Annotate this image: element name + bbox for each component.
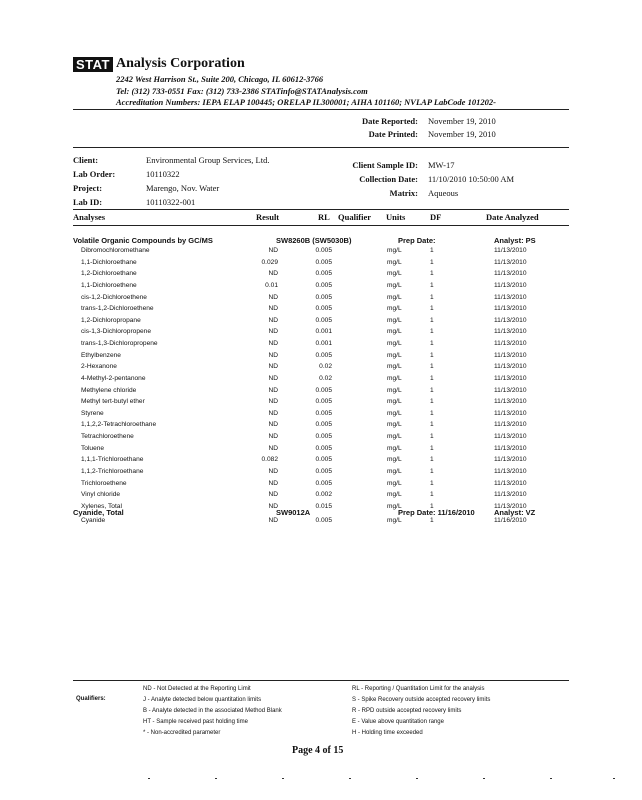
units-cell: mg/L [387, 433, 402, 441]
units-cell: mg/L [387, 398, 402, 406]
date-analyzed-cell: 11/13/2010 [494, 502, 527, 510]
accreditation-numbers: Accreditation Numbers: IEPA ELAP 100445; ORELAP IL300001; AIHA 101160; NVLAP LabCode 101202- [116, 97, 496, 107]
result-cell: ND [268, 517, 278, 524]
table-row [0, 398, 642, 408]
table-row [0, 282, 642, 292]
df-cell: 1 [430, 328, 434, 336]
company-logo: STAT [73, 57, 113, 72]
result-cell: 0.01 [265, 281, 278, 289]
date-analyzed-cell: 11/13/2010 [494, 281, 527, 289]
table-row [0, 387, 642, 397]
result-cell: ND [268, 502, 278, 510]
table-row [0, 328, 642, 338]
lab-id-label: Lab ID: [73, 197, 103, 207]
table-row [0, 259, 642, 269]
units-cell: mg/L [387, 328, 402, 336]
rl-cell: 0.001 [315, 340, 332, 348]
analyte-cell: cis-1,2-Dichloroethene [81, 293, 147, 301]
date-analyzed-cell: 11/13/2010 [494, 409, 527, 417]
df-cell: 1 [430, 398, 434, 406]
header-rule [73, 109, 569, 110]
qualifier-left: HT - Sample received past holding time [143, 719, 248, 725]
client-sample-id-value: MW-17 [428, 160, 455, 170]
result-cell: 0.029 [261, 258, 278, 266]
date-analyzed-cell: 11/13/2010 [494, 363, 527, 371]
company-contact: Tel: (312) 733-0551 Fax: (312) 733-2386 STATinfo@STATAnalysis.com [116, 86, 368, 96]
df-cell: 1 [430, 293, 434, 301]
date-analyzed-cell: 11/13/2010 [494, 433, 527, 441]
df-cell: 1 [430, 374, 434, 382]
analyte-cell: 1,1-Dichloroethane [81, 258, 137, 266]
analyte-cell: Cyanide [81, 517, 106, 524]
voc-prep-date: Prep Date: [398, 236, 436, 245]
df-cell: 1 [430, 479, 434, 487]
date-printed-label: Date Printed: [368, 129, 418, 139]
rl-cell: 0.005 [315, 433, 332, 441]
date-printed-value: November 19, 2010 [428, 129, 496, 139]
analyte-cell: 4-Methyl-2-pentanone [81, 374, 146, 382]
rl-cell: 0.015 [315, 502, 332, 510]
analyte-cell: 1,2-Dichloroethane [81, 270, 137, 278]
col-df: DF [430, 212, 442, 222]
units-cell: mg/L [387, 467, 402, 475]
analyte-cell: cis-1,3-Dichloropropene [81, 328, 152, 336]
cyanide-method: SW9012A [276, 508, 311, 517]
result-cell: ND [268, 305, 278, 313]
units-cell: mg/L [387, 316, 402, 324]
table-row [0, 421, 642, 431]
qualifier-right: S - Spike Recovery outside accepted recovery limits [352, 697, 491, 703]
lab-id-value: 10110322-001 [146, 197, 196, 207]
cyanide-analyst: Analyst: VZ [494, 508, 536, 517]
rl-cell: 0.001 [315, 328, 332, 336]
df-cell: 1 [430, 409, 434, 417]
date-analyzed-cell: 11/13/2010 [494, 258, 527, 266]
result-cell: ND [268, 386, 278, 394]
units-cell: mg/L [387, 502, 402, 510]
table-row [0, 317, 642, 327]
result-cell: ND [268, 340, 278, 348]
analyte-cell: Methyl tert-butyl ether [81, 398, 145, 406]
analyte-cell: trans-1,3-Dichloropropene [81, 340, 158, 348]
date-analyzed-cell: 11/13/2010 [494, 398, 527, 406]
df-cell: 1 [430, 270, 434, 278]
rl-cell: 0.02 [319, 363, 332, 371]
rl-cell: 0.005 [315, 421, 332, 429]
analyte-cell: Vinyl chloride [81, 491, 121, 499]
df-cell: 1 [430, 386, 434, 394]
date-analyzed-cell: 11/13/2010 [494, 444, 527, 452]
date-analyzed-cell: 11/13/2010 [494, 328, 527, 336]
table-row [0, 433, 642, 443]
cyanide-section-title: Cyanide, Total [73, 508, 124, 517]
units-cell: mg/L [387, 517, 402, 524]
client-label: Client: [73, 155, 99, 165]
rl-cell: 0.005 [315, 517, 332, 524]
rl-cell: 0.005 [315, 467, 332, 475]
date-analyzed-cell: 11/16/2010 [494, 517, 527, 524]
table-row [0, 247, 642, 257]
qualifier-left: ND - Not Detected at the Reporting Limit [143, 686, 251, 692]
table-row [0, 294, 642, 304]
analyte-cell: 1,1,2,2-Tetrachloroethane [81, 421, 157, 429]
analyte-cell: Styrene [81, 409, 104, 417]
col-qualifier: Qualifier [338, 212, 372, 222]
date-analyzed-cell: 11/13/2010 [494, 340, 527, 348]
qualifier-right: R - RPD outside accepted recovery limits [352, 708, 462, 714]
units-cell: mg/L [387, 444, 402, 452]
units-cell: mg/L [387, 374, 402, 382]
table-row [0, 491, 642, 501]
analyte-cell: Toluene [81, 444, 105, 452]
lab-order-value: 10110322 [146, 169, 180, 179]
matrix-label: Matrix: [389, 188, 418, 198]
df-cell: 1 [430, 247, 434, 254]
result-cell: ND [268, 328, 278, 336]
table-row [0, 363, 642, 373]
date-reported-value: November 19, 2010 [428, 116, 496, 126]
qualifier-left: J - Analyte detected below quantitation limits [143, 697, 262, 703]
table-row [0, 375, 642, 385]
df-cell: 1 [430, 502, 434, 510]
units-cell: mg/L [387, 247, 402, 254]
result-cell: ND [268, 433, 278, 441]
table-row [0, 305, 642, 315]
result-cell: ND [268, 247, 278, 254]
df-cell: 1 [430, 258, 434, 266]
date-analyzed-cell: 11/13/2010 [494, 270, 527, 278]
matrix-value: Aqueous [428, 188, 459, 198]
qualifier-right: RL - Reporting / Quantitation Limit for the analysis [352, 686, 485, 692]
dates-rule [73, 147, 569, 148]
date-reported-label: Date Reported: [362, 116, 418, 126]
result-cell: ND [268, 467, 278, 475]
rl-cell: 0.002 [315, 491, 332, 499]
qualifiers-label: Qualifiers: [76, 696, 106, 702]
result-cell: ND [268, 374, 278, 382]
rl-cell: 0.02 [319, 374, 332, 382]
df-cell: 1 [430, 433, 434, 441]
result-cell: ND [268, 398, 278, 406]
units-cell: mg/L [387, 491, 402, 499]
analyte-cell: Ethylbenzene [81, 351, 121, 359]
voc-method: SW8260B (SW5030B) [276, 236, 352, 245]
units-cell: mg/L [387, 270, 402, 278]
units-cell: mg/L [387, 305, 402, 313]
table-row [0, 456, 642, 466]
date-analyzed-cell: 11/13/2010 [494, 316, 527, 324]
df-cell: 1 [430, 351, 434, 359]
result-cell: ND [268, 479, 278, 487]
voc-analyst: Analyst: PS [494, 236, 536, 245]
date-analyzed-cell: 11/13/2010 [494, 421, 527, 429]
result-cell: ND [268, 316, 278, 324]
col-units: Units [386, 212, 406, 222]
df-cell: 1 [430, 491, 434, 499]
date-analyzed-cell: 11/13/2010 [494, 456, 527, 464]
project-value: Marengo, Nov. Water [146, 183, 220, 193]
company-name: Analysis Corporation [116, 56, 245, 71]
table-row [0, 468, 642, 478]
df-cell: 1 [430, 517, 434, 524]
units-cell: mg/L [387, 258, 402, 266]
df-cell: 1 [430, 281, 434, 289]
units-cell: mg/L [387, 340, 402, 348]
df-cell: 1 [430, 340, 434, 348]
analyte-cell: 1,2-Dichloropropane [81, 316, 141, 324]
analyte-cell: trans-1,2-Dichloroethene [81, 305, 154, 313]
rl-cell: 0.005 [315, 386, 332, 394]
rl-cell: 0.005 [315, 351, 332, 359]
result-cell: ND [268, 363, 278, 371]
result-cell: ND [268, 270, 278, 278]
rl-cell: 0.005 [315, 281, 332, 289]
units-cell: mg/L [387, 456, 402, 464]
rl-cell: 0.005 [315, 409, 332, 417]
df-cell: 1 [430, 305, 434, 313]
table-row [0, 517, 642, 527]
table-row [0, 340, 642, 350]
date-analyzed-cell: 11/13/2010 [494, 467, 527, 475]
df-cell: 1 [430, 467, 434, 475]
units-cell: mg/L [387, 351, 402, 359]
lab-order-label: Lab Order: [73, 169, 116, 179]
units-cell: mg/L [387, 409, 402, 417]
qualifier-left: * - Non-accredited parameter [143, 730, 221, 736]
table-row [0, 480, 642, 490]
rl-cell: 0.005 [315, 316, 332, 324]
cyanide-prep-date: Prep Date: 11/16/2010 [398, 508, 475, 517]
project-label: Project: [73, 183, 103, 193]
rl-cell: 0.005 [315, 258, 332, 266]
date-analyzed-cell: 11/13/2010 [494, 479, 527, 487]
collection-date-value: 11/10/2010 10:50:00 AM [428, 174, 515, 184]
units-cell: mg/L [387, 281, 402, 289]
result-cell: ND [268, 491, 278, 499]
rl-cell: 0.005 [315, 270, 332, 278]
table-row [0, 445, 642, 455]
analyte-cell: Trichloroethene [81, 479, 127, 487]
result-cell: 0.082 [261, 456, 278, 464]
qualifier-right: H - Holding time exceeded [352, 730, 423, 736]
df-cell: 1 [430, 363, 434, 371]
col-result: Result [256, 212, 280, 222]
rl-cell: 0.005 [315, 444, 332, 452]
analyte-cell: 1,1,1-Trichloroethane [81, 456, 144, 464]
rl-cell: 0.005 [315, 479, 332, 487]
date-analyzed-cell: 11/13/2010 [494, 293, 527, 301]
table-row [0, 270, 642, 280]
voc-section-title: Volatile Organic Compounds by GC/MS [73, 236, 213, 245]
rl-cell: 0.005 [315, 293, 332, 301]
analyte-cell: Methylene chloride [81, 386, 137, 394]
page-number: Page 4 of 15 [292, 745, 344, 756]
date-analyzed-cell: 11/13/2010 [494, 386, 527, 394]
units-cell: mg/L [387, 293, 402, 301]
date-analyzed-cell: 11/13/2010 [494, 374, 527, 382]
table-row [0, 410, 642, 420]
columns-top-rule [73, 209, 569, 210]
date-analyzed-cell: 11/13/2010 [494, 305, 527, 313]
analyte-cell: 1,1,2-Trichloroethane [81, 467, 144, 475]
df-cell: 1 [430, 444, 434, 452]
client-sample-id-label: Client Sample ID: [352, 160, 418, 170]
units-cell: mg/L [387, 421, 402, 429]
result-cell: ND [268, 351, 278, 359]
date-analyzed-cell: 11/13/2010 [494, 247, 527, 254]
company-address: 2242 West Harrison St., Suite 200, Chicago, IL 60612-3766 [116, 74, 324, 84]
rl-cell: 0.005 [315, 398, 332, 406]
qualifier-right: E - Value above quantitation range [352, 719, 444, 725]
rl-cell: 0.005 [315, 456, 332, 464]
analyte-cell: 1,1-Dichloroethene [81, 281, 137, 289]
df-cell: 1 [430, 421, 434, 429]
columns-bottom-rule [73, 225, 569, 226]
footer-rule [73, 680, 569, 681]
col-date-analyzed: Date Analyzed [486, 212, 539, 222]
table-row [0, 352, 642, 362]
result-cell: ND [268, 444, 278, 452]
date-analyzed-cell: 11/13/2010 [494, 491, 527, 499]
analyte-cell: Tetrachloroethene [81, 433, 134, 441]
df-cell: 1 [430, 316, 434, 324]
col-analyses: Analyses [73, 212, 106, 222]
result-cell: ND [268, 293, 278, 301]
analyte-cell: Xylenes, Total [81, 502, 122, 510]
date-analyzed-cell: 11/13/2010 [494, 351, 527, 359]
result-cell: ND [268, 409, 278, 417]
result-cell: ND [268, 421, 278, 429]
rl-cell: 0.005 [315, 305, 332, 313]
client-value: Environmental Group Services, Ltd. [146, 155, 270, 165]
units-cell: mg/L [387, 386, 402, 394]
collection-date-label: Collection Date: [359, 174, 418, 184]
units-cell: mg/L [387, 363, 402, 371]
col-rl: RL [318, 212, 330, 222]
rl-cell: 0.005 [315, 247, 332, 254]
analyte-cell: Dibromochloromethane [81, 247, 150, 254]
analyte-cell: 2-Hexanone [81, 363, 117, 371]
units-cell: mg/L [387, 479, 402, 487]
df-cell: 1 [430, 456, 434, 464]
qualifier-left: B - Analyte detected in the associated Method Blank [143, 708, 282, 714]
